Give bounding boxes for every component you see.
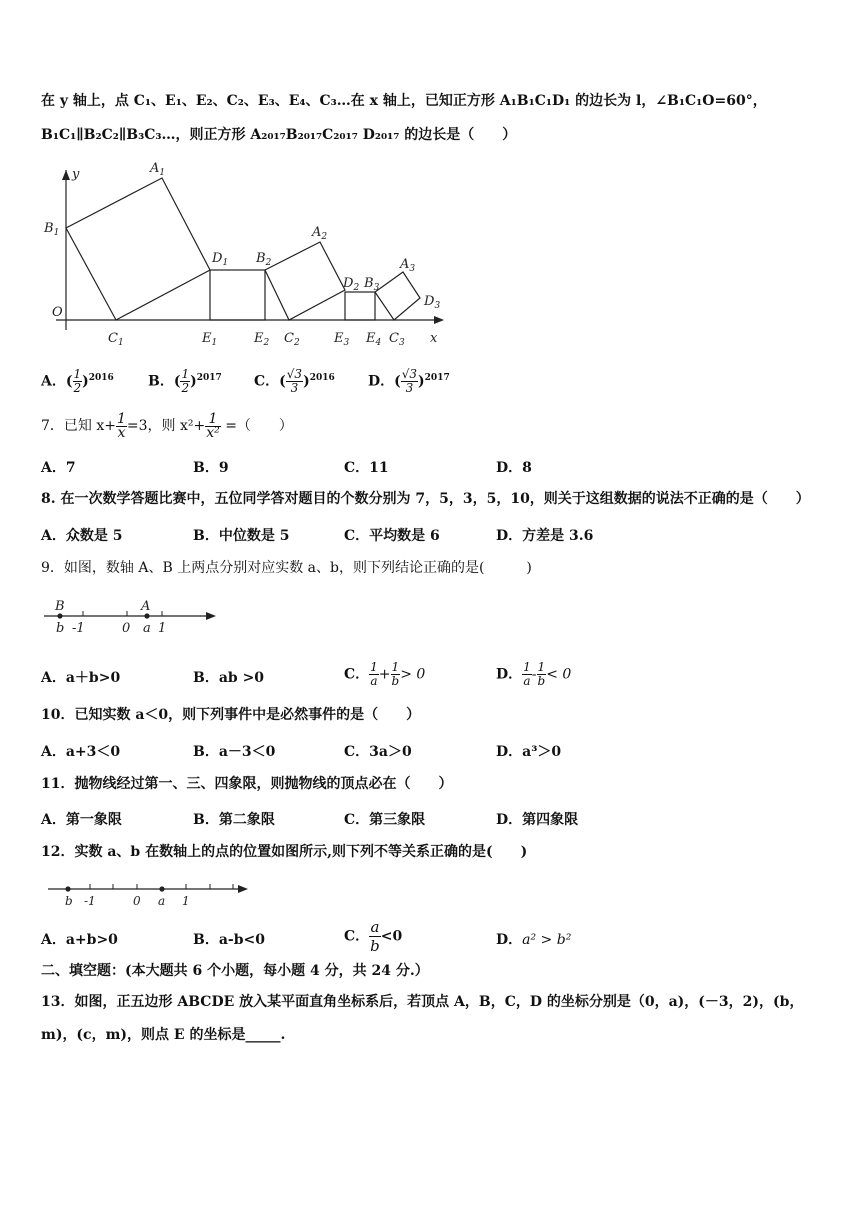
q6-option-b[interactable]: B．( $\frac{1}{2}$ )$^{2017}$ [148, 367, 222, 395]
label-neg1: -1 [84, 894, 96, 908]
q7-stem-part: =3，则 x²+ [126, 418, 206, 434]
exponent: 2017 [424, 372, 450, 383]
squares-figure [38, 160, 458, 350]
frac-den: b [391, 674, 400, 688]
base-den: 2 [181, 381, 190, 395]
label-B1: $B_1$ [44, 221, 60, 238]
point-b [57, 613, 62, 618]
option-letter: C． [344, 928, 370, 945]
q13-line2: m)，(c，m)，则点 E 的坐标是_____. [41, 1027, 286, 1043]
option-expr: <0 [380, 928, 403, 945]
q7-frac2-den: x² [206, 424, 220, 441]
q7-stem-part: 7．已知 x+ [41, 418, 116, 434]
label-O: O [52, 305, 63, 320]
q13-line1: 13．如图，正五边形 ABCDE 放入某平面直角坐标系后，若顶点 A，B，C，D 的坐标分别是（0，a)，(－3，2)，(b， [41, 994, 804, 1010]
frac-num: 1 [370, 660, 378, 674]
q7-option-a[interactable]: A．7 [41, 460, 76, 476]
q12-option-b[interactable]: B．a-b<0 [193, 932, 265, 948]
q7-stem-part: =（ ） [220, 418, 293, 434]
label-D2: $D_2$ [343, 276, 360, 293]
label-C2: $C_2$ [284, 331, 300, 348]
point-a [159, 886, 164, 891]
base-den: 3 [290, 381, 299, 395]
q8-option-b[interactable]: B．中位数是 5 [193, 528, 290, 544]
square-connector-1 [210, 270, 265, 320]
q6-option-a[interactable]: A．( $\frac{1}{2}$ )$^{2016}$ [41, 367, 114, 395]
label-E3: $E_3$ [334, 331, 350, 348]
q10-option-d[interactable]: D．a³＞0 [496, 744, 562, 760]
q7-frac2-num: 1 [205, 413, 221, 427]
base-den: 3 [405, 381, 414, 395]
label-B2: $B_2$ [256, 251, 272, 268]
base-num: 1 [181, 367, 190, 381]
frac-num: 1 [537, 660, 546, 674]
square-3 [375, 272, 420, 320]
label-a: a [143, 621, 151, 636]
label-B3: $B_3$ [364, 276, 380, 293]
frac-num: 1 [391, 660, 400, 674]
label-y: y [72, 167, 80, 182]
q12-option-a[interactable]: A．a+b>0 [41, 932, 118, 948]
q8-stem: 8. 在一次数学答题比赛中，五位同学答对题目的个数分别为 7，5，3，5，10，则关于这组数据的说法不正确的是（ ） [41, 491, 810, 507]
x-axis-arrow [434, 316, 444, 324]
label-one: 1 [158, 621, 167, 636]
option-letter: C． [344, 666, 370, 683]
frac-den: b [370, 937, 380, 955]
q6-option-c[interactable]: C．( $\frac{√3}{3}$ )$^{2016}$ [254, 367, 335, 395]
frac-den: a [370, 674, 378, 688]
option-expr: a² > b² [522, 932, 572, 948]
q10-option-b[interactable]: B．a－3＜0 [193, 744, 276, 760]
q12-option-c[interactable] [344, 918, 402, 955]
label-A3: $A_3$ [400, 257, 416, 274]
q7-option-b[interactable]: B．9 [193, 460, 229, 476]
q11-option-b[interactable]: B．第二象限 [193, 812, 275, 828]
q8-option-a[interactable]: A．众数是 5 [41, 528, 123, 544]
label-b: b [65, 894, 73, 908]
frac-num: a [370, 918, 380, 936]
option-letter: C． [254, 373, 280, 390]
label-b: b [56, 621, 65, 636]
q12-stem: 12．实数 a、b 在数轴上的点的位置如图所示,则下列不等关系正确的是( ) [41, 844, 528, 860]
q8-option-d[interactable]: D．方差是 3.6 [496, 528, 594, 544]
label-zero: 0 [133, 894, 141, 908]
point-b [65, 886, 70, 891]
y-axis-arrow [62, 170, 70, 180]
square-2 [265, 242, 345, 320]
point-a [144, 613, 149, 618]
q11-option-c[interactable]: C．第三象限 [344, 812, 426, 828]
option-letter: D． [496, 932, 523, 948]
q11-option-a[interactable]: A．第一象限 [41, 812, 122, 828]
q7-frac1-den: x [117, 424, 126, 441]
q12-option-d[interactable] [496, 929, 571, 949]
q9-option-d[interactable] [496, 661, 571, 688]
option-expr: > 0 [400, 666, 426, 683]
base-num: 1 [73, 367, 82, 381]
label-A2: $A_2$ [312, 225, 328, 242]
option-letter: A． [41, 373, 66, 390]
label-B: B [55, 599, 65, 614]
q9-option-b[interactable]: B．ab >0 [193, 670, 265, 686]
option-expr: < 0 [546, 666, 572, 683]
label-C3: $C_3$ [389, 331, 405, 348]
q7-stem [41, 412, 293, 440]
q12-number-line [44, 874, 254, 914]
option-letter: D． [368, 373, 395, 390]
section-2-title: 二、填空题：(本大题共 6 个小题，每小题 4 分，共 24 分.） [41, 963, 429, 979]
frac-den: b [537, 674, 546, 688]
plus-sign: + [378, 666, 391, 683]
q9-stem: 9．如图，数轴 A、B 上两点分别对应实数 a、b，则下列结论正确的是( ) [41, 560, 532, 576]
minus-sign: - [531, 666, 537, 683]
label-neg1: -1 [72, 621, 85, 636]
label-A: A [141, 599, 151, 614]
q9-option-c[interactable] [344, 661, 425, 688]
frac-num: 1 [523, 660, 531, 674]
q10-option-a[interactable]: A．a+3＜0 [41, 744, 121, 760]
exponent: 2016 [88, 372, 114, 383]
label-C1: $C_1$ [108, 331, 124, 348]
q8-option-c[interactable]: C．平均数是 6 [344, 528, 440, 544]
q10-stem: 10．已知实数 a＜0，则下列事件中是必然事件的是（ ） [41, 707, 421, 723]
square-1 [66, 178, 210, 320]
exponent: 2017 [196, 372, 222, 383]
q7-option-d[interactable]: D．8 [496, 460, 532, 476]
q6-line2: B₁C₁∥B₂C₂∥B₃C₃…，则正方形 A₂₀₁₇B₂₀₁₇C₂₀₁₇ D₂₀₁₇ 的边长是（ ） [41, 127, 517, 143]
label-D1: $D_1$ [212, 251, 229, 268]
q7-option-c[interactable]: C．11 [344, 460, 389, 476]
q11-stem: 11．抛物线经过第一、三、四象限，则抛物线的顶点必在（ ） [41, 776, 453, 792]
square-connector-2 [345, 292, 375, 320]
q11-option-d[interactable]: D．第四象限 [496, 812, 579, 828]
base-den: 2 [73, 381, 82, 395]
frac-den: a [523, 674, 531, 688]
label-E4: $E_4$ [366, 331, 382, 348]
label-one: 1 [182, 894, 190, 908]
label-a: a [158, 894, 166, 908]
base-num: √3 [401, 367, 418, 381]
q10-option-c[interactable]: C．3a＞0 [344, 744, 412, 760]
option-letter: B． [148, 373, 174, 390]
label-A1: $A_1$ [150, 161, 166, 178]
q6-line1: 在 y 轴上，点 C₁、E₁、E₂、C₂、E₃、E₄、C₃…在 x 轴上，已知正方形 A₁B₁C₁D₁ 的边长为 l，∠B₁C₁O=60°， [41, 93, 767, 109]
base-num: √3 [286, 367, 303, 381]
q6-option-d[interactable]: D．( $\frac{√3}{3}$ )$^{2017}$ [368, 367, 450, 395]
exponent: 2016 [309, 372, 335, 383]
label-x: x [430, 331, 438, 346]
label-zero: 0 [122, 621, 131, 636]
q7-frac1-num: 1 [116, 410, 126, 427]
option-letter: D． [496, 666, 523, 683]
label-D3: $D_3$ [424, 294, 441, 311]
q9-number-line [40, 596, 220, 636]
q9-option-a[interactable]: A．a＋b>0 [41, 670, 121, 686]
label-E2: $E_2$ [254, 331, 270, 348]
label-E1: $E_1$ [202, 331, 218, 348]
